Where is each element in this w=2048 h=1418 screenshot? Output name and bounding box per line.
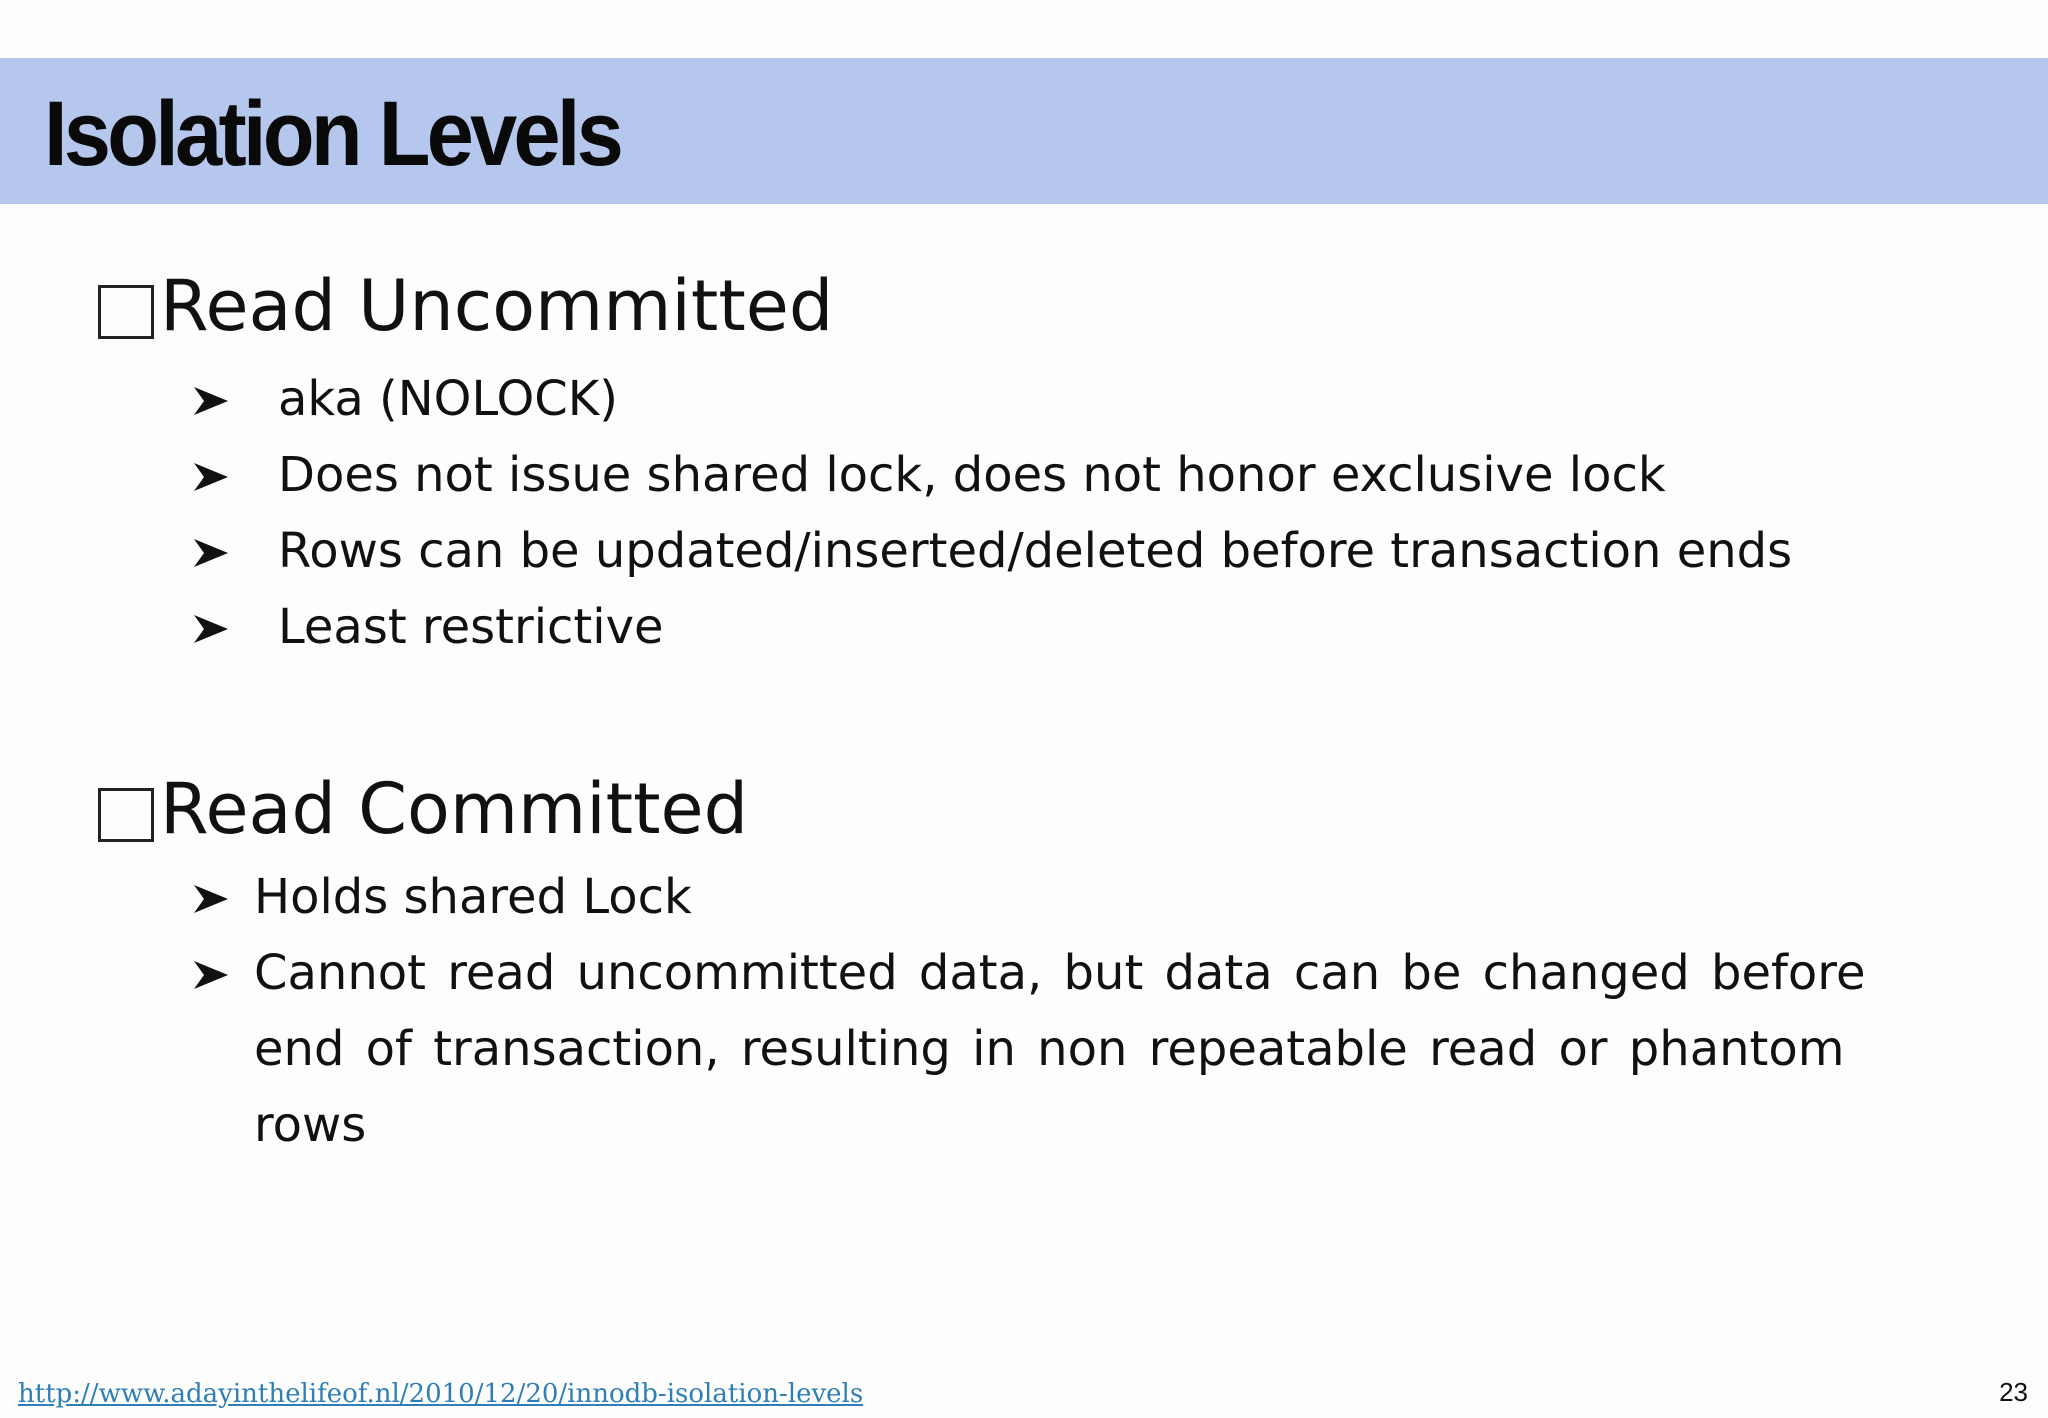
list-item: [192, 437, 1666, 513]
arrow-bullet-icon: [192, 935, 236, 1011]
list-item: [192, 859, 692, 935]
checkbox-icon: [98, 285, 154, 339]
list-item: [192, 513, 1792, 589]
section-heading-read-uncommitted: [98, 264, 833, 348]
list-item-text: aka (NOLOCK): [278, 371, 618, 427]
section-heading-text: Read Uncommitted: [160, 265, 834, 347]
arrow-bullet-icon: [192, 513, 236, 589]
arrow-bullet-icon: [192, 589, 236, 665]
list-item-text: Does not issue shared lock, does not honor exclusive lock: [278, 447, 1666, 503]
list-item: [192, 361, 618, 437]
checkbox-icon: [98, 788, 154, 842]
list-item-text: Cannot read uncommitted data, but data can be changed before end of transaction, resulting in non repeatable read or phantom rows: [254, 945, 1866, 1153]
list-item-text: Rows can be updated/inserted/deleted before transaction ends: [278, 523, 1793, 579]
arrow-bullet-icon: [192, 361, 236, 437]
source-link[interactable]: http://www.adayinthelifeof.nl/2010/12/20/innodb-isolation-levels: [18, 1379, 864, 1409]
list-item-text: Holds shared Lock: [254, 869, 692, 925]
list-item: [192, 935, 1872, 1163]
section-heading-read-committed: [98, 767, 748, 851]
arrow-bullet-icon: [192, 437, 236, 513]
slide-title: Isolation Levels: [44, 83, 621, 185]
page-number: 23: [1999, 1377, 2028, 1407]
list-item: [192, 589, 664, 665]
arrow-bullet-icon: [192, 859, 236, 935]
list-item-text: Least restrictive: [278, 599, 664, 655]
section-heading-text: Read Committed: [160, 768, 749, 850]
